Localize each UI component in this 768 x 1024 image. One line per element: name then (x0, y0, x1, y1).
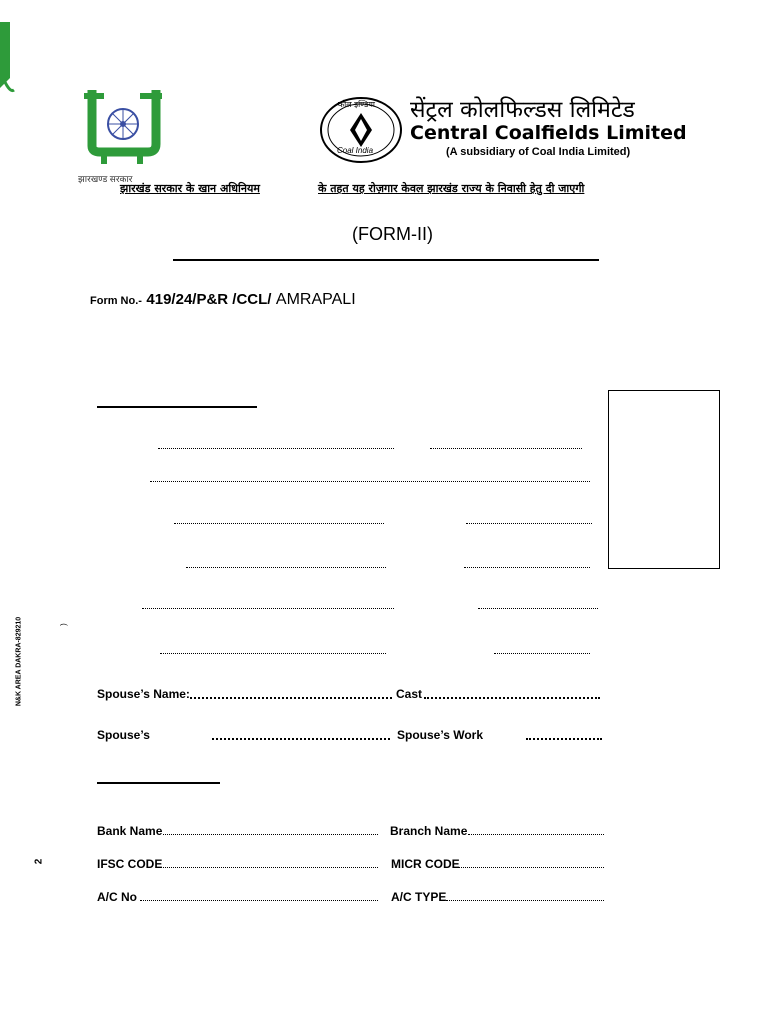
field-line[interactable] (464, 567, 590, 568)
margin-page-mark: 2 (33, 858, 45, 865)
ifsc-field[interactable] (157, 867, 378, 868)
field-line[interactable] (150, 481, 590, 482)
field-line[interactable] (158, 448, 394, 449)
cast-label: Cast (396, 687, 423, 701)
section-heading-rule (97, 406, 257, 408)
form-number-value: 419/24/P&R /CCL/ (146, 291, 272, 308)
seal-text-bottom: Coal India (337, 146, 374, 155)
branch-name-field[interactable] (468, 834, 604, 835)
ac-no-field[interactable] (140, 900, 378, 901)
ac-type-field[interactable] (446, 900, 604, 901)
partial-logo-icon (0, 18, 20, 98)
field-line[interactable] (494, 653, 590, 654)
form-title: (FORM-II) (352, 224, 433, 244)
spouse-label: Spouse’s (97, 728, 150, 742)
field-line[interactable] (466, 523, 592, 524)
company-name-hindi: सेंट्रल कोलफिल्डस लिमिटेड (410, 97, 635, 123)
margin-address-text: N&K AREA DAKRA-829210 (15, 616, 23, 707)
bank-name-field[interactable] (163, 834, 378, 835)
spouse-name-label: Spouse’s Name: (97, 687, 190, 701)
micr-label: MICR CODE (391, 857, 460, 871)
bank-heading-rule (97, 782, 220, 784)
form-number-suffix: AMRAPALI (275, 291, 356, 308)
margin-bracket: ) (58, 623, 68, 626)
jharkhand-logo (78, 86, 166, 184)
ifsc-label: IFSC CODE (97, 857, 163, 871)
title-rule (173, 259, 599, 261)
photo-box (608, 390, 720, 569)
jharkhand-emblem-icon (78, 86, 166, 166)
spouse-field[interactable] (212, 738, 390, 740)
branch-name-label: Branch Name (390, 824, 468, 838)
ac-no-label: A/C No (97, 890, 137, 904)
micr-field[interactable] (458, 867, 604, 868)
form-number (90, 291, 356, 309)
bank-name-label: Bank Name (97, 824, 163, 838)
subsidiary-text: (A subsidiary of Coal India Limited) (446, 146, 631, 158)
field-line[interactable] (186, 567, 386, 568)
field-line[interactable] (142, 608, 394, 609)
form-number-label: Form No.- (90, 295, 142, 307)
cast-field[interactable] (424, 697, 600, 699)
field-line[interactable] (174, 523, 384, 524)
hindi-notice-part2: के तहत यह रोज़गार केवल झारखंड राज्य के निवासी हेतु दी जाएगी (318, 182, 585, 195)
seal-text-top: कोल इण्डिया (338, 100, 375, 109)
field-line[interactable] (160, 653, 386, 654)
spouse-work-field[interactable] (526, 738, 602, 740)
hindi-notice-part1: झारखंड सरकार के खान अधिनियम (120, 182, 260, 195)
spouse-name-field[interactable] (190, 697, 392, 699)
field-line[interactable] (478, 608, 598, 609)
company-name-english: Central Coalfields Limited (410, 122, 687, 144)
field-line[interactable] (430, 448, 582, 449)
spouse-work-label: Spouse’s Work (397, 728, 484, 742)
jharkhand-logo-caption: झारखण्ड सरकार (78, 174, 133, 184)
ac-type-label: A/C TYPE (391, 890, 447, 904)
